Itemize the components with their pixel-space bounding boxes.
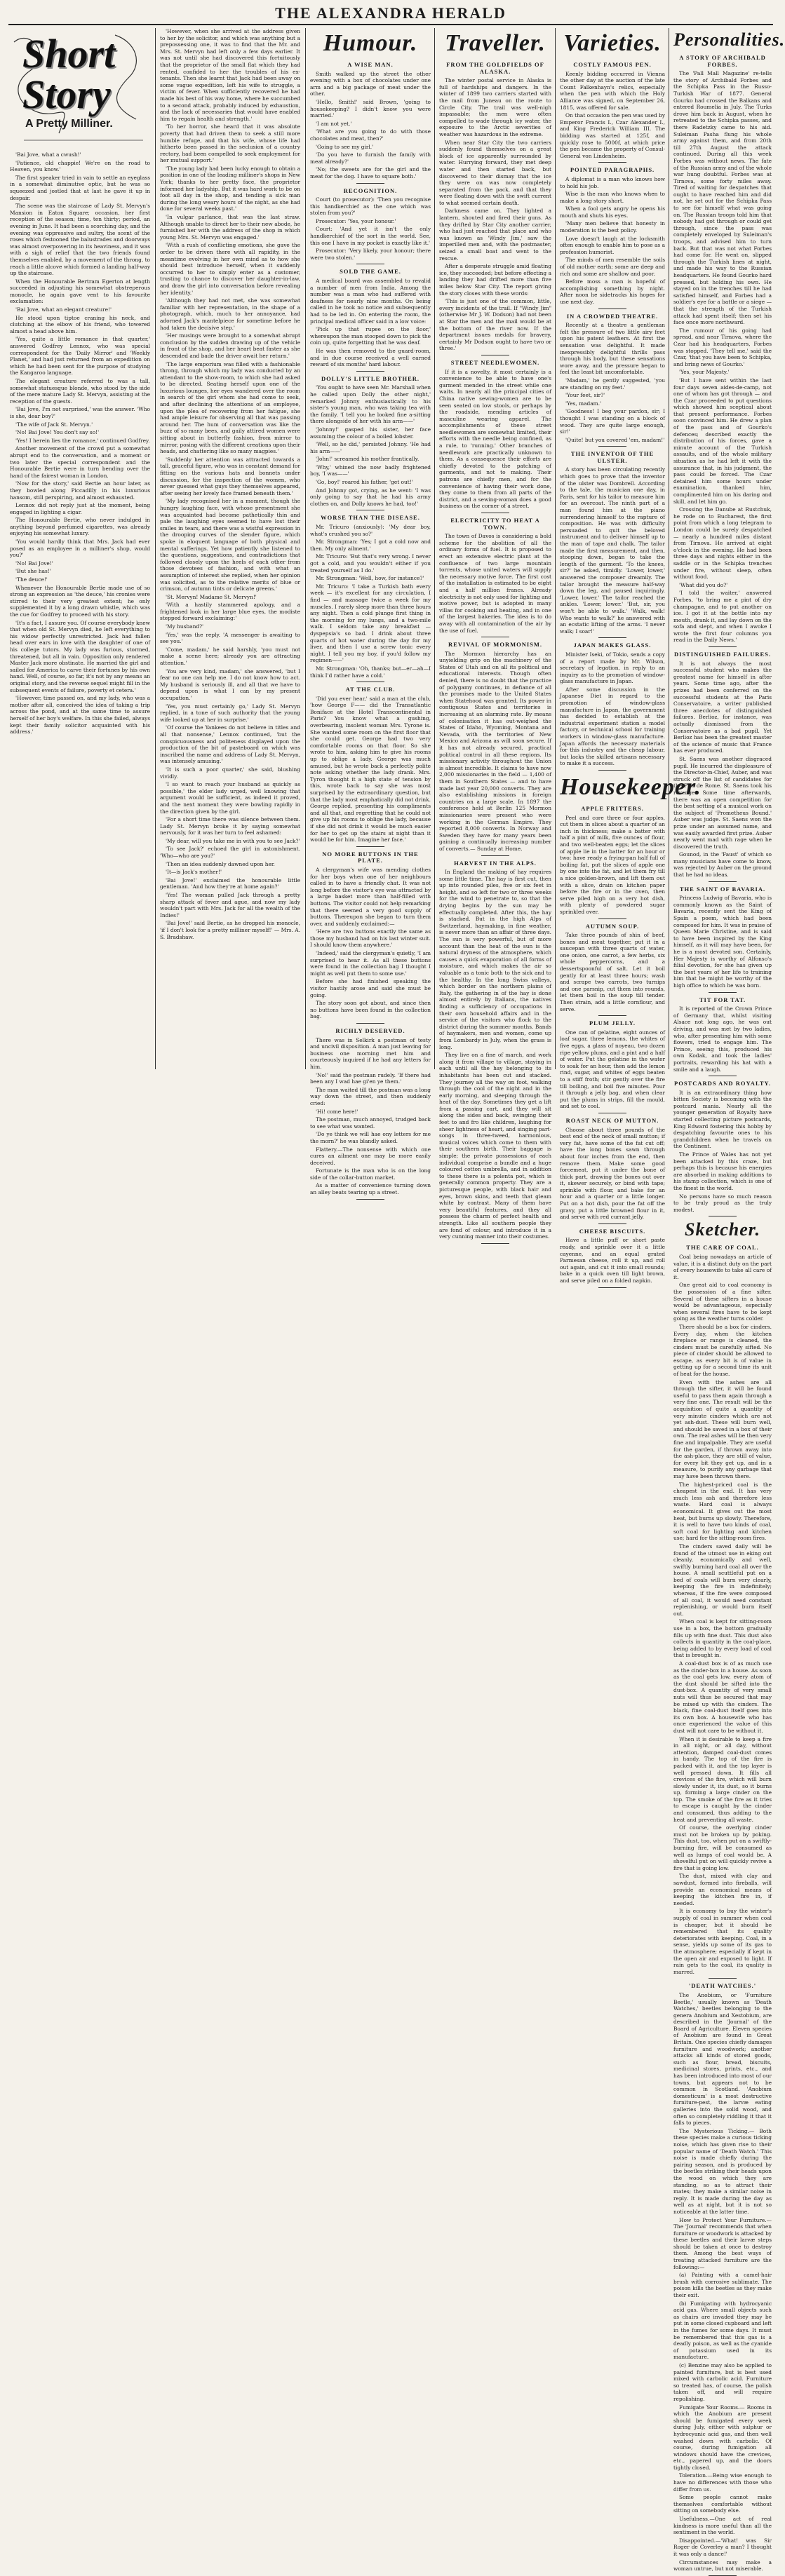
article-title: PLUM JELLY. — [589, 1019, 636, 1027]
paragraph: 'The deuce!' — [15, 576, 48, 583]
varieties-body — [560, 62, 665, 771]
paragraph: Have a little puff or short paste ready, and sprinkle over it a little cayenne, and an equal grated Parmesan cheese, roll it up, and roll out again, and cut it into small rounds; bake in a quick oven till light brown, and serve piled on a folded napkin. — [560, 1237, 665, 1284]
paragraph: If it is a novelty, it most certainly is a convenience to be able to have one's garment mended in the street while one waits. In nearly all the principal cities of China native sewing-women are to be seen seated on low stools, or perhaps by the roadside, mending articles of masculine wearing apparel. The accomplishments of these street needlewomen are somewhat limited, their efforts with the needle being confined, as a rule, to 'running.' Other branches of needlework are practically unknown to them. As a consequence their efforts are chiefly devoted to the patching of garments, and not to making. Their patrons are chiefly men, and for the convenience of having their work done, they come to them from all parts of the district, and a sewing-woman does a good business on the corner of a street. — [439, 368, 551, 510]
article-separator — [598, 1287, 626, 1288]
paragraph: 'John!' screamed his mother frantically. — [316, 456, 420, 463]
paragraph: When a fool gets angry he opens his mouth and shuts his eyes. — [560, 205, 665, 219]
paragraph: He stood upon tiptoe craning his neck, and clutching at the elbow of his friend, who towered almost a head above him. — [10, 314, 150, 334]
article-title: AT THE CLUB. — [345, 686, 396, 693]
article-separator — [598, 162, 626, 163]
paragraph: 'The large emporium was filled with a fashionable throng, through which my lady was conducted by an attendant to the show-room, to which she had asked to be directed. Seating herself upon one of the luxurious lounges, her eyes wandered over the room in search of the girl whom she had come to seek, and after declining the attentions of an employee, upon the plea of recovering from her fatigue, she had ample leisure for observing all that was passing around her. The hum of conversation was like the buzz of so many bees, and gaily attired women were sitting about in butterfly fashion, from mirror to mirror, posing with the different creations upon their heads, and chattering like so many magpies.' — [160, 360, 300, 455]
housekeeper-heading: Housekeeper. — [560, 774, 702, 800]
right-column — [673, 28, 785, 2572]
article-title: STREET NEEDLEWOMEN. — [450, 358, 540, 366]
paragraph: 'Bai Jove!' said Bertie, as he dropped his monocle, 'if I don't look for a pretty milliner myself!' — Mrs. A. S. Bradshaw. — [160, 920, 300, 940]
sketcher-body — [673, 1245, 772, 2575]
paragraph: 'My dear, will you take me in with you to see Jack?' — [166, 837, 300, 844]
paragraph: (a) Painting with a camel-hair brush with corrosive sublimate. The poison kills the beetles as they make their exit. — [673, 2272, 772, 2299]
paragraph: 'I so want to reach your husband as quickly as possible,' the elder lady urged, well knowing that argument would be sufficient, as indeed it proved, and the next moment they were bowling rapidly in the direction given by the girl. — [160, 781, 300, 815]
paragraph: 'Patience, old chappie! We're on the road to Heaven, you know.' — [10, 159, 150, 173]
paragraph: 'Madam,' he gently suggested, 'you are standing on my feet.' — [560, 377, 665, 391]
paragraph: The scene was the staircase of Lady St. Mervyn's Mansion in Eaton Square; occasion, her first reception of the season; time, ten thirty; period, an evening in June. It had been a scorching day, and the evening was oppressive and sultry, the scent of the roses which festooned the balustrades and doorways was almost overpowering in its heaviness, and it was with a sigh of relief that the two friends found themselves enabled, by a movement of the throng, to reach a little alcove which formed a landing half-way up the staircase. — [10, 203, 150, 277]
paragraph: One great aid to coal economy is the possession of a fine sifter. Several of these sifters in a house would be advantageous, especially when several fires have to be kept going as the weather turns colder. — [673, 1282, 772, 1322]
paragraph: Take three pounds of shin of beef, bones and meat together, put it in a saucepan with three quarts of water, one onion, one carrot, a few herbs, six whole peppercorns, and a dessertspoonful of salt. Let it boil gently for at least three hours; wash and scrape two carrots, two turnips and one parsnip, cut them into rounds, let them boil in the soup till tender. Then strain, add a little cornflour, and serve. — [560, 932, 665, 1012]
paragraph: There was in Selkirk a postman of testy and uncivil disposition. A man just leaving for business one morning met him and courteously inquired if he had any letters for him. — [310, 1036, 431, 1070]
article-separator — [709, 881, 737, 882]
paragraph: Recently at a theatre a gentleman felt the pressure of two little airy feet upon his patent leathers. At first the sensation was delightful. It made inexpressibly delightful thrills pass through his body, but these sensations wore away, and the pressure began to feel the least bit uncomfortable. — [560, 322, 665, 376]
paragraph: 'Do you have to furnish the family with meat already?' — [310, 151, 431, 165]
paragraph: The Mormon hierarchy has an unyielding grip on the machinery of the States of Utah and on all its political and educational interests. Though often denied, there is no doubt that the practice of polygamy continues, in defiance of all the promises made to the United States when Statehood was granted. Its power in contiguous States and territories is increasing at an alarming rate. By means of colonisation it has out-weighed the States of Idaho, Wyoming, Montana and Nevada, with the territories of New Mexico and Arizona as will soon secure. If it has not already secured, practical political control in all these regions. Its missionary activity throughout the Union is almost incredible. It claims to have now 2,000 missionaries in the field — 1,400 of them in Southern States — and to have made last year 20,000 converts. They are also establishing missions in foreign countries on a large scale. In 1897 the conference held at Berlin 125 Mormon missionaries were present who were working in the German Empire. They reported 8,000 converts. In Norway and Sweden they have for many years been gaining a continually increasing number of converts.— Sunday at Home. — [439, 650, 551, 852]
paragraph: Of course, the overlying cinder must not be broken up by poking. This dust, too, when put on a swiftly-burning fire, will be consumed as well as lumps of coal would be. A shovelful put on will quickly revive a fire that is going low. — [673, 1824, 772, 1871]
paragraph: Court (to prosecutor): 'Then you recognise this handkerchief as the one which was stolen from you?' — [310, 196, 431, 217]
story-column-continued — [160, 28, 300, 1069]
paragraph: Disappointed.—'What! was Sir Roger de Coverley a man? I thought it was only a dance!' — [673, 2537, 772, 2557]
paragraph: Mr. Strongman: 'Oh, thanks; but—er—ah—I think I'd rather have a cold.' — [310, 665, 431, 679]
article-title: A WISE MAN. — [347, 61, 394, 68]
personalities-heading: Personalities. — [673, 29, 785, 50]
paragraph: 'You are very kind, madam,' she answered, 'but I fear no one can help me. I do not know how to act. My husband is seriously ill, and all that we have to depend upon is what I can by my present occupation.' — [160, 667, 300, 701]
article-title: THE INVENTOR OF THE ULSTER. — [570, 450, 655, 464]
paragraph: Mr. Tricuro: 'But that's very wrong. I never got a cold, and you wouldn't either if you treated yourself as I do.' — [310, 553, 431, 574]
paragraph: 'Johnny!' gasped his sister, her face assuming the colour of a boiled lobster. — [310, 426, 431, 440]
paragraph: 'Pick up that rupee on the floor,' whereupon the man stooped down to pick the coin up, quite forgetting that he was deaf. — [310, 326, 431, 346]
paragraph: 'I am not yet.' — [316, 120, 352, 127]
masthead-rule — [8, 24, 773, 25]
paragraph: 'To her horror, she heard that it was absolute poverty that had driven them to seek a still more humble refuge, and that his wife, whose life had hitherto been passed in the seclusion of a country rectory, had been compelled to seek employment for her mutual support.' — [160, 123, 300, 164]
paragraph: Whenever the Honourable Bertie made use of so strong an expression as 'the deuce,' his cronies were stirred to their very greatest extent; he only supplemented it by a long drawn whistle, which was the cue for Godfrey to proceed with his story. — [10, 584, 150, 618]
paragraph: 'This is just one of the common, little, every incidents of the trail. If "Windy Jim" (otherwise Mr J. W. Dodson) had not been at Star the men and the mail would be at the bottom of the river now. If the department issues medals for bravery, certainly Mr Dodson ought to have two or three.' — [439, 298, 551, 352]
article-separator — [598, 637, 626, 638]
paragraph: 'However, when she arrived at the address given to her by the solicitor, and which was anything but a prepossessing one, it was to find that the Mr. and Mrs. St. Mervyn had left only a few days earlier. It was not until she had discovered this fortuitously that the proprietor of the small flat which they had rented, confided to her the troubles of his ex-tenants. Then she learnt that Jack had been away on some vague expedition, left his wife to struggle, a victim of fever. When sufficiently recovered he had made his best of his way home, where he succumbed to a second attack, probably induced by exhaustion, and the lack of necessaries that would have enabled him to regain health and strength.' — [160, 28, 300, 122]
paragraph: 'Suddenly her attention was attracted towards a tall, graceful figure, who was in constant demand for fitting on the various hats and bonnets under discussion, for the inspection of the women, who never guessed what guys they themselves appeared, after seeing her lovely face framed beneath them.' — [160, 456, 300, 496]
paragraph: Prosecutor: 'Yes, your honour.' — [316, 217, 396, 224]
paragraph: 'What did you do?' — [679, 581, 728, 588]
paragraph: When it is desirable to keep a fire in all night, or all day, without attention, damped coal-dust comes in handy. The top of the fire is packed with it, and the top layer is well pressed down. It fills all crevices of the fire, which will burn slowly under it, its dust, so it burns up, forming a large cinder on the top. The smoke of the fire as it tries to escape is caught by the cinder and consumed, thus adding to the heat and preventing all waste. — [673, 1735, 772, 1823]
article-separator — [598, 918, 626, 919]
traveller-column — [439, 28, 551, 1240]
article-separator — [356, 371, 384, 372]
paragraph: The postman, much annoyed, trudged back to see what was wanted. — [310, 1116, 431, 1130]
paragraph: Circumstances may make a woman untrue, but not miserable. — [673, 2558, 772, 2572]
paragraph: A diplomat is a man who knows how to hold his job. — [560, 175, 665, 189]
paragraph: 'The wife of Jack St. Mervyn.' — [15, 421, 93, 428]
paragraph: 'Did you ever hear,' said a man at the club, 'how George F—— did the Transatlantic Boniface at the Hotel Transcontinental in Paris? You know what a gushing, overbearing, insolent woman Mrs. Tyrone is. She wanted some room on the first floor that she could get. George had two very comfortable rooms on that floor. So she wrote to him, asking him to give his rooms up to oblige a lady. George was much amused, but he wrote back a perfectly polite note asking whether the lady drank. Mrs. Tyron thought it a high state of tension by this, wrote back to say she was most surprised by the extraordinary question, but that the lady most emphatically did not drink. George replied, presenting his compliments and all that, and regretting that he could not give up his rooms to oblige the lady, because if she did not drink it would be much easier for her to get up the stairs at night than it would be for him. Imagine her face.' — [310, 695, 431, 843]
paragraph: 'No; the sweets are for the girl and the meat for the dog. I have to square both.' — [310, 166, 431, 179]
paragraph: As a matter of convenience turning down an alley beats tearing up a street. — [310, 1182, 431, 1196]
paragraph: The Anobium, or 'Furniture Beetle,' usually known as 'Death Watches,' beetles belonging to the genera Anobium and Xestobium, are described in the 'Journal' of the Board of Agriculture. Eleven species of Anobium are found in Great Britain. One species chiefly damages furniture and woodwork; another attacks all kinds of stored goods, such as flour, bread, biscuits, medicinal stores, prints, etc., and has been introduced into most of our towns, but appears not to be common in Scotland. 'Anobium domesticum' is a most destructive furniture-pest, the larvæ eating galleries into the solid wood, and often so completely riddling it that it falls to pieces. — [673, 1991, 772, 2127]
paragraph: Coal being nowadays an article of value, it is a distinct duty on the part of every housewife to take all care of it. — [673, 1253, 772, 1280]
paragraph: 'But she has!' — [15, 568, 51, 575]
article-title: A STORY OF ARCHIBALD FORBES. — [679, 54, 766, 68]
paragraph: 'Yes, your Majesty.' — [679, 369, 730, 376]
paragraph: 'Bai Jove!' exclaimed the honourable little gentleman. 'And how they're at home again?' — [160, 876, 300, 890]
paragraph: 'Bai Jove, I'm not surprised,' was the answer. 'Who is she, dear boy?' — [10, 406, 150, 419]
paragraph: Court: 'And yet it isn't the only handkerchief of the sort in the world. See, this one I have in my pocket is exactly like it.' — [310, 226, 431, 246]
paragraph: 'I told the waiter,' answered Forbes, 'to bring me a pint of dry champagne, and to put another on ice. I got it at the bottle into my mouth, drank it, and lay down on the sofa and slept, and when I awoke I wrote the first four columns you read in the Daily News.' — [673, 590, 772, 644]
article-separator — [481, 855, 509, 856]
article-separator — [481, 1243, 509, 1244]
paragraph: 'Indeed,' said the clergyman's quietly, 'I am surprised to hear it. As all these buttons were found in the collection bag I thought I might as well put them to some use.' — [310, 950, 431, 977]
paragraph: There should be a box for cinders. Every day, when the kitchen fireplace or range is cleaned, the cinders must be carefully sifted. No piece of cinder should be allowed to escape, as every bit is of value in getting up for a second time its unit of heat for the house. — [673, 1323, 772, 1378]
personalities-body — [673, 55, 772, 1216]
paragraph: Keenly bidding occurred in Vienna the other day at the auction of the late Count Falkenhayn's relics, especially when the pen with which the Holy Alliance was signed, on September 26, 1815, was offered for sale. — [560, 70, 665, 111]
paragraph: 'Do ye think we will hae ony letters for me the morn?' he was blandly asked. — [310, 1131, 431, 1144]
paragraph: The cinders saved daily will be found of the utmost use in eking out cleanly, economically and well, swiftly burning hard coal all over the house. A small scuttleful put on a bed of coals will burn very clearly, keeping the fire in indefinitely; whereas, if the fire were composed of all coal, it would need constant replenishing, or would burn itself out. — [673, 1543, 772, 1617]
paragraph: Mr. Tricuro: 'I take a Turkish bath every week — it's excellent for any circulation, I find — and massage twice a week for my muscles. I rarely sleep more than three hours any night. Then a cold plunge first thing in the morning for my lungs, and a two-mile walk. I seldom take any breakfast — dyspepsia's so bad. I drink about three quarts of hot water during the day for my liver, and then I use a screw tonic every night. I tell you my boy, if you'd follow my regimen——' — [310, 583, 431, 664]
paragraph: 'You ought to have seen Mr. Marshall when he called upon Dolly the other night,' remarked Johnny enthusiastically to his sister's young man, who was taking tea with the family. 'I tell you he looked fine a-sitting there alongside of her with his arm——' — [310, 384, 431, 425]
column-divider — [434, 28, 435, 1069]
paragraph: 'Here are two buttons exactly the same as those my husband had on his last winter suit. I should know them anywhere.' — [310, 928, 431, 949]
paragraph: He was then removed to the guard-room, and in due course received a well earned reward of six months' hard labour. — [310, 347, 431, 368]
paragraph: Before she had finished speaking the visitor hastily arose and said she must be going. — [310, 978, 431, 998]
paragraph: One can of gelatine, eight ounces of loaf sugar, three lemons, the whites of five eggs, a glass of noyeau, two dozen ripe yellow plums, and a pint and a half of water. Put the gelatine in the water to soak for an hour, then add the lemon rind, sugar, and whites of eggs beaten to a stiff froth; stir gently over the fire till boiling, and boil five minutes. Pour it through a jelly bag, and when clear put the plums in strips, fill the mould, and set to cool. — [560, 1029, 665, 1110]
paragraph: 'What are you going to do with those chocolates and meat, then?' — [310, 128, 431, 142]
paragraph: 'With a rush of conflicting emotions, she gave the order to be driven there with all rapidity, in the meantime evolving in her own mind as to how she should best introduce herself, when it suddenly occurred to her to simply enter as a customer, trusting to chance to discover her daughter-in-law, and draw the girl into conversation before revealing her identity.' — [160, 242, 300, 296]
paragraph: In England the making of hay requires some little time. The hay is first cut, then up into rounded piles, five or six feet in height, and so left for two or three weeks for the wind to penetrate to, so that the drying begins by the sun may be effectually completed. After this, the hay is stacked. But in the high Alps of Switzerland, haymaking, in fine weather, is never more than an affair of three days. The sun is very powerful, but of more account than the heat of the sun is the natural dryness of the atmosphere, which causes a quick evaporation of all forms of moisture, and which makes the air so valuable as a tonic both to the sick and to the healthy. In the long Swiss valleys, which border on the northern plains of Italy, the gathering in of the hay is done almost entirely by Italians, the natives finding a sufficiency of occupations in their own household affairs and in the service of the visitors who flock to the district during the summer months. Bands of haymakers, men and women, come up from Lombardy in July, when the grass is long. — [439, 869, 551, 1050]
paragraph: Mr. Strongman: 'Well, how, for instance?' — [316, 575, 424, 582]
paragraph: No persons have so much reason to be truly proud as the truly modest. — [673, 1193, 772, 1213]
paragraph: Fumigate Your Rooms.— Rooms in which the Anobium are present should be fumigated every week during July, either with sulphur or hydrocyanic acid gas, and then well washed down with carbolic. Of course, during fumigation all windows should have the crevices, etc., papered up, and the doors tightly closed. — [673, 2404, 772, 2471]
article-title: RECOGNITION. — [343, 187, 398, 194]
article-separator — [709, 992, 737, 993]
column-divider — [555, 28, 556, 1069]
story-column — [10, 28, 150, 1069]
article-separator — [598, 770, 626, 771]
paragraph: 'St. Mervyn! Madame St. Mervyn!' — [166, 593, 257, 600]
paragraph: 'Goodness! I beg your pardon, sir; I thought I was standing on a block of wood. They are quite large enough, sir!' — [560, 408, 665, 435]
paragraph: 'It is such a poor quarter,' she said, blushing vividly. — [160, 766, 300, 780]
paragraph: 'No! Bai Jove! You don't say so!' — [15, 429, 100, 436]
traveller-heading: Traveller. — [445, 30, 546, 56]
article-title: JAPAN MAKES GLASS. — [573, 642, 652, 649]
paragraph: 'The young lady had been lucky enough to obtain a position in one of the leading milliner's shops in New York; thanks to her pretty face, the proprietor informed her ladyship. But it was hard work to be on foot all day in the shop, and tending a sick man during the long weary hours of the night, as she had done for several weeks past.' — [160, 165, 300, 212]
paragraph: 'Of course the Yankees do not believe in titles and all that nonsense,' Lennox continued, 'but the conspicuousness and politeness displayed upon the production of the bit of pasteboard on which was inscribed the name and address of Lady St. Mervyn, was intensely amusing.' — [160, 724, 300, 765]
paragraph: Usefulness.—One act of real kindness is more useful than all the sentiment in the world. — [673, 2516, 772, 2536]
paragraph: Some people cannot make themselves comfortable without sitting on somebody else. — [673, 2494, 772, 2514]
article-title: NO MORE BUTTONS IN THE PLATE. — [322, 850, 419, 865]
varieties-heading: Varieties. — [563, 30, 662, 56]
humour-heading: Humour. — [323, 30, 418, 56]
paragraph: When the Honourable Bertram Egerton at length succeeded in adjusting his somewhat obstreperous monocle, he again gave vent to his favourite exclamation: — [10, 278, 150, 305]
paragraph: After a desperate struggle amid floating ice, they succeeded; but before effecting a landing they had drifted more than five miles below Star City. The report giving the story closes with these words: — [439, 263, 551, 297]
paragraph: It is reported of the Crown Prince of Germany that, whilst visiting Alsace not long ago, he was out driving, and was met by two ladies, who, after presenting him with some flowers, tried to engage him. The Prince, seeing this, produced his own Kodak, and took the ladies' portraits, rewarding his hat with a smile and a laugh. — [673, 1005, 772, 1073]
varieties-column — [560, 28, 702, 1284]
article-separator — [598, 446, 626, 447]
paragraph: 'In vulgar parlance, that was the last straw. Although unable to direct her to their new abode, he furnished her with the address of the shop in which young Mrs. St. Mervyn was engaged.' — [160, 214, 300, 240]
paragraph: 'Quite! but you covered 'em, madam!' — [565, 436, 665, 443]
paragraph: The minds of men resemble the soils of old mother earth; some are deep and rich and some are shallow and poor. — [560, 257, 665, 277]
paragraph: 'Now for the story,' said Bertie an hour later, as they bowled along Piccadilly in his luxurious hansom, still perspiring, and almost exhausted. — [10, 480, 150, 501]
article-title: ROAST NECK OF MUTTON. — [565, 1116, 659, 1124]
paragraph: Toleration.—Being wise enough to have no differences with those who differ from us. — [673, 2472, 772, 2493]
humour-body — [310, 62, 431, 1200]
paragraph: 'It—is Jack's mother!' — [166, 869, 222, 876]
paragraph: Peel and core three or four apples, cut them in slices about a quarter of an inch in thickness; make a batter with half a pint of milk, five ounces of flour, and two well-beaten eggs; let the slices of apple lie in the batter for an hour or two; have ready a frying-pan half full of boiling fat, put the slices of apple one by one into the fat, and let them fry till a nice golden-brown, and lift them out with a slice, drain on kitchen paper before the fire or in the oven, then serve piled high on a very hot dish, with plenty of powdered sugar sprinkled over. — [560, 814, 665, 915]
sketcher-heading: Sketcher. — [685, 1219, 760, 1240]
paragraph: Darkness came on. They lighted a lantern, shouted and fired their guns. As they drifted by Star City another carrier, who had just reached that place and who was known as 'Windy Jim,' saw the imperilled men and, with the postmaster, seized a small boat and went to the rescue. — [439, 208, 551, 262]
article-title: DISTINGUISHED FAILURES. — [673, 651, 772, 658]
paragraph: Mr. Strongman: 'Yes; I got a cold now and then. My only ailment.' — [310, 538, 431, 552]
paragraph: Another movement of the crowd put a somewhat abrupt end to the conversation, and a moment or two later the special correspondent and the Honourable Bertie were in turn bending over the hand of the fairest woman in London. — [10, 445, 150, 479]
paragraph: 'It's a fact, I assure you. Of course everybody knew that when old St. Mervyn died, he left everything to his widow perfectly unrestricted. Jack had fallen head over ears in love with the daughter of one of his college tutors. My lady was furious, stormed, threatened, but all in vain. Opposition only rendered Master Jack more obstinate. He married the girl and sailed for America to carve their fortunes by his own hand. Well, of course, so far, it's not by any means an original story, and the reverse sequel might fill in the subsequent events of failure, poverty et cetera.' — [10, 619, 150, 693]
paragraph: (b) Fumigating with hydrocyanic acid gas. Where small objects such as chairs are invaded they may be put in some closed cupboard and left in the fumes for some days. It must be remembered that this gas is a deadly poison, as well as the cyanide of potassium used in its manufacture. — [673, 2300, 772, 2361]
paragraph: 'Many men believe that honesty in moderation is the best policy. — [560, 220, 665, 234]
paragraph: 'No!' said the postman rudely. 'If there had been any I wad hae gi'en ye them.' — [310, 1071, 431, 1085]
article-title: THE CARE OF COAL. — [686, 1244, 759, 1252]
paragraph: 'Yes, you must certainly go,' Lady St. Mervyn replied, in a tone of such authority that the young wife looked up at her in surprise.' — [160, 703, 300, 723]
article-title: FROM THE GOLDFIELDS OF ALASKA. — [446, 61, 544, 75]
article-separator — [709, 646, 737, 647]
paragraph: It is an extraordinary thing how bitten Society is becoming with the postcard mania. Nearly all the younger generation of Royalty have started collecting picture postcards, King Edward fostering this hobby by despatching favourite ones to his grandchildren when he travels on the Continent. — [673, 1089, 772, 1150]
story-subtitle: A Pretty Milliner. — [25, 118, 113, 130]
paragraph: The Mysterious Ticking.— Both these species make a curious ticking noise, which has given rise to their popular name of 'Death Watch.' This noise is made chiefly during the pairing season, and is produced by the beetles striking their heads upon the wood on which they are standing, so as to attract their mates; they make a similar noise in reply. It is made during the day as well as at night, but it is not so noticeable at the latter time. — [673, 2127, 772, 2215]
article-separator — [709, 1978, 737, 1979]
paragraph: 'Hello, Smith!' said Brown, 'going to housekeeping? I didn't know you were married.' — [310, 98, 431, 119]
paragraph: 'For a short time there was silence between them. Lady St. Mervyn broke it by saying somewhat nervously, for it was her turn to feel ashamed: — [160, 816, 300, 836]
article-separator — [356, 846, 384, 847]
story-title: Short Story — [22, 31, 116, 117]
article-title: 'DEATH WATCHES.' — [688, 1982, 757, 1990]
paragraph: Even with the ashes are all through the sifter, it will be found useful to pass them again through a very fine one. The result will be the acquisition of quite a quantity of very minute cinders which are not yet ash-dust. These will burn well, and should be saved in a box of their own. The real ashes will be then very fine and impalpable. They are useful for the garden, if thrown away into the ash-place, they are still of value, for every bit they get up, and in a measure, to purify any garbage that may have been thrown there. — [673, 1378, 772, 1479]
paragraph: Minister Iseki, of Tokio, sends a copy of a report made by Mr. Wilson, secretary of legation, in reply to an inquiry as to the promotion of window-glass manufacture in Japan. — [560, 651, 665, 685]
paragraph: A medical board was assembled to revalid a number of men from India. Among the number was a man who had suffered with deafness for nearly nine months. On being called in he took no notice and subsequently had to be led in. On entering the room, the principal medical officer said in a low voice: — [310, 278, 431, 325]
paragraph: It is not always the most successful student who makes the greatest name for himself in after years. Some time ago, after the prizes had been conferred on the successful students at the Paris Conservatoire, a writer published three anecdotes of distinguished failures. Berlioz, for instance, was actually dismissed from the Conservatoire as a bad pupil. Yet Berlioz has been the greatest master of the science of music that France has ever produced. — [673, 660, 772, 754]
article-title: DOLLY'S LITTLE BROTHER. — [321, 374, 420, 382]
paragraph: 'Come, madam,' he said harshly, 'you must not make a scene here; already you are attracting attention.' — [160, 646, 300, 667]
paragraph: 'Although they had not met, she was somewhat familiar with her representation, in the shape of a photograph, which, much to her annoyance, had adorned Jack's mantelpiece for sometime before he had taken the decisive step.' — [160, 297, 300, 331]
article-separator — [598, 1015, 626, 1016]
article-title: SOLD THE GAME. — [340, 268, 401, 276]
paragraph: The winter postal service in Alaska is full of hardships and dangers. In the winter of 1899 two carriers started with the mail from Juneau on the route to Circle City. The trail was well-nigh impassable; the men were often compelled to wade through icy water, the exposure to the Arctic severities of weather was hazardous in the extreme. — [439, 77, 551, 137]
story-title-block — [10, 28, 150, 147]
paragraph: 'Yes, quite a little romance in that quarter,' answered Godfrey Lennox, who was special correspondent for the 'Daily Mirror' and 'Weekly Planet,' and had just returned from an expedition on which he had been sent for the purpose of studying the Kangaroo language. — [10, 336, 150, 377]
article-separator — [356, 1199, 384, 1200]
column-divider — [155, 28, 156, 1069]
paragraph: After some discussion in the Japanese Diet in regard to the promotion of window-glass manufacture in Japan, the government has decided to establish at the industrial experiment station a model factory, or technical school for training workers in window-glass manufacture. Japan affords the necessary materials for this industry and the cheap labour, but lacks the skilled artisans necessary to make it a success. — [560, 686, 665, 767]
paragraph: 'Bai Jove, what a cwush!' — [15, 151, 81, 158]
article-title: POSTCARDS AND ROYALTY. — [674, 1080, 771, 1087]
story-body — [10, 151, 150, 735]
humour-column — [310, 28, 431, 1196]
paragraph: 'But I have sent within the last four days seven aides-de-camp, not one of whom has got through — and the Czar proceeded to put questions which showed him sceptical about that present performance. Forbes soon convinced him. He drew a plan of the pass and of Gourko's defences; described exactly the distribution of his forces, gave a minute account of the Turkish assaults, and of the whole military situation as he had left it with the assurance that, in his judgment, the pass could be forced. The Czar detained him some hours under examination, thanked him, complimented him on his daring and skill, and let him go. — [673, 377, 772, 505]
paragraph: Fortunate is the man who is on the long side of the collar-button market. — [310, 1167, 431, 1181]
article-title: HARVEST IN THE ALPS. — [454, 859, 537, 867]
article-title: WORSE THAN THE DISEASE. — [321, 514, 420, 522]
paragraph: It is economy to buy the winter's supply of coal in summer when coal is cheaper, but it should be remembered that its quality deteriorates with keeping. Coal, in a sense, yields up some of its gas to the atmosphere; especially if kept in the open air and exposed to light. If rain gets to the coal, its quality is marred. — [673, 1908, 772, 1975]
paragraph: 'However, time passed on, and my lady, who was a mother after all, conceived the idea of taking a trip across the pond, and at the same time to assure herself of her boy's welfare. In this she failed, always kept their family solicitor acquainted with his address.' — [10, 695, 150, 735]
paragraph: 'Yes,' was the reply. 'A messenger is awaiting to see you.' — [160, 631, 300, 645]
article-title: COSTLY FAMOUS PEN. — [573, 61, 652, 68]
paragraph: Mr. Tricuro (anxiously): 'My dear boy, what's crushed you so?' — [310, 524, 431, 537]
paragraph: Flattery.—The nonsense with which one cures an ailment one may be more easily deceived. — [310, 1146, 431, 1166]
paragraph: 'No! Bai Jove!' — [15, 560, 53, 567]
article-title: RICHLY DESERVED. — [335, 1027, 405, 1034]
paragraph: 'You would hardly think that Mrs. Jack had ever posed as an employee in a milliner's shop, would you?' — [10, 538, 150, 559]
paragraph: 'Then an idea suddenly dawned upon her. — [166, 860, 275, 867]
paragraph: A clergyman's wife was mending clothes for her boys when one of her neighbours called in to have a friendly chat. It was not long before the visitor's eye was attracted by a large basket more than half-filled with buttons. The visitor could not help remarking that there seemed a very good supply of buttons. Thereupon she began to turn them over, and suddenly exclaimed:— — [310, 866, 431, 927]
paragraph: On that occasion the pen was used by Emperor Francis I., Czar Alexander I., and King Frederick William III. The bidding was started at 125f, and quickly rose to 5000f, at which price the pen became the property of Consul-General von Lindenheim. — [560, 112, 665, 159]
paragraph: 'Going to see my girl.' — [316, 143, 374, 150]
paragraph: St. Saens was another disgraced pupil. He incurred the displeasure of the Director-in-Chief, Auber, and was struck off the list of candidates for the Prix de Rome. St. Saens took his revenge. Some time afterwards, there was an open competition for the best setting of a musical work on the subject of 'Prometheus Bound.' Auber was judge. St. Saens won the prize under an assumed name, and was easily awarded first prize. Auber nearly went mad with rage when he discovered the truth. — [673, 755, 772, 850]
paragraph: 'Why,' whined the now badly frightened boy, 'I was——' — [310, 463, 431, 477]
paragraph: Wise is the man who knows when to make a long story short. — [560, 191, 665, 204]
paragraph: 'To see Jack?' echoed the girl in astonishment. 'Who—who are you?' — [160, 846, 300, 860]
paragraph: Princess Ludwig of Bavaria, who is commonly known as the Saint of Bavaria, recently sent the King of Spain a poem, which had been composed for him. It was in praise of Queen Marie Christine, and is said to have been inspired by the King himself, as it will may have been, for he is a most devoted son. Certainly, Her Majesty is worthy of Alfonso's filial devotion, for she has given up the best years of her life to training him that he might be worthy of the high office to which he was born. — [673, 895, 772, 989]
paragraph: Smith walked up the street the other evening with a box of chocolates under one arm and a big package of meat under the other. — [310, 70, 431, 97]
paragraph: 'Yes, madam.' — [565, 400, 602, 407]
traveller-body — [439, 62, 551, 1244]
paragraph: The Prince of Wales has not yet been attacked by this craze, but perhaps this is because his energies are absorbed in making additions to his stamp collection, which is one of the finest in the world. — [673, 1151, 772, 1191]
paragraph: When coal is kept for sitting-room use in a box, the bottom gradually fills up with fine dust. This dust also collects in quantity in the coal-place, being added to by every load of coal that is brought in. — [673, 1618, 772, 1659]
paragraph: Gounod, in the 'Faust' of which so many musicians have come to know, was rejected by Auber on the ground that he had no ideas. — [673, 851, 772, 879]
paragraph: 'Well, so he did,' persisted Johnny. 'He had his arm——' — [310, 441, 431, 454]
article-title: AUTUMN SOUP. — [585, 922, 640, 930]
paragraph: A coal-dust box is of as much use as the cinder-box in a house. As soon as the coal gets low, every atom of the dust should be sifted into the dust-box. A quantity of very small nuts will thus be secured that may be mixed up with the cinders. The black, fine coal-dust itself goes into its own box. A housewife who has once experienced the value of this dust will not care to be without it. — [673, 1660, 772, 1734]
paragraph: 'Yes! I herein lies the romance,' continued Godfrey. — [15, 437, 150, 444]
paragraph: The man waited till the postman was a long way down the street, and then suddenly cried: — [310, 1086, 431, 1106]
article-title: APPLE FRITTERS. — [581, 805, 644, 812]
paragraph: The elegant creature referred to was a tall, somewhat statuesque blonde, who stood by the side of the mere mature Lady St. Mervyn, assisting at the reception of the guests. — [10, 378, 150, 405]
paragraph: Before moss a man is hopeful of accomplishing something by night. After noon he sidetracks his hopes for use next day. — [560, 278, 665, 305]
paragraph: Crossing the Danube at Rustchuk, he rode on to Bucharest, the first point from which a long telegram to London could be surely despatched — nearly a hundred miles distant from Tirnova. He arrived at eight o'clock in the evening. He had been three days and nights either in the saddle or in the Schipka trenches under fire, without sleep, often without food. — [673, 506, 772, 581]
paragraph: Lennox did not reply just at the moment, being engaged in lighting a cigar. — [10, 502, 150, 515]
paragraph: They live on a fine of march, and work along it from village to village, staying in each until all the hay belonging to its inhabitants has been cut and stacked. They journey all the way on foot, walking through the cool of the night and in the early morning, and sleeping through the heat of the day. Sometimes they get a lift from a passing cart, and they will sit along the sides and back, swinging their feet to and fro like children, laughing for sheer lightness of heart, and singing part-songs in three-tweed, harmonious, musical voices which come to them with their southern birth. Their baggage is simple; the private possessions of each individual comprise a bundle and a huge coloured cotton umbrella, and in addition to these there is a polenta pot, which is generally common property. They are a picturesque people, with black hair and eyes, brown skins, and teeth that gleam white by contrast. Many of them have very beautiful features, and they all possess the charm of perfect health and strength. Like all southern people they are fond of colour, and introduce it in a very cunning manner into their costumes. — [439, 1052, 551, 1240]
masthead: THE ALEXANDRA HERALD — [275, 4, 506, 22]
paragraph: 'With a hastily stammered apology, and a frightened look in her large blue eyes, the modiste stepped forward exclaiming:' — [160, 602, 300, 622]
paragraph: Choose about three pounds of the best end of the neck of small mutton; if very fat, have some of the fat cut off; have the long bones sawn through about four inches from the end, then remove them. Make some good forcemeat, put it under the bone of thick part, drawing the bones out over it, skewer securely, or bind with tape; sprinkle with flour, and bake for an hour and a quarter or a little longer. Put on a hot dish, pour the fat off the gravy, put a little browned flour in it, and serve with red currant jelly. — [560, 1126, 665, 1221]
paragraph: 'Yes! The woman pulled Jack through a pretty sharp attack of fever and ague, and now my lady wouldn't part with Mrs. Jack for all the wealth of the Indies!' — [160, 892, 300, 918]
paragraph: The town of Davos is considering a bold scheme for the abolition of all the ordinary forms of fuel. It is proposed to erect an extensive electric plant at the confluence of two large mountain torrents, whose united waters will supply the necessary motive force. The first cost of the installation is estimated to be eight and a half million francs. Already electricity is not only used for lighting and motive power, but is adopted in many villas for cooking and heating, and in one of the largest bakeries. The idea is to do away with all contamination of the air by the use of fuel. — [439, 533, 551, 634]
paragraph: Love doesn't laugh at the locksmith often enough to enable him to pose as a profession humorist. — [560, 235, 665, 255]
article-separator — [598, 1223, 626, 1224]
housekeeper-body — [560, 806, 665, 1288]
paragraph: How to Protect Your Furniture.— The 'Journal' recommends that when furniture or woodwork is attacked by these beetles and their larvæ steps should be taken at once to destroy them. Among the best ways of treating attacked furniture are the following:— — [673, 2216, 772, 2270]
paragraph: When near Star City the two carriers suddenly found themselves on a great block of ice apparently surrounded by water. Hurrying forward, they met deep water and then started back, but discovered to their dismay that the ice they were on was now completely separated from the pack, and that they were floating down with the swift current to what seemed certain death. — [439, 139, 551, 206]
article-title: CHEESE BISCUITS. — [579, 1227, 646, 1235]
article-title: POINTED PARAGRAPHS. — [570, 166, 655, 174]
paragraph: A story has been circulating recently which goes to prove that the inventor of the ulster was Dombrell. According to the tale, the musician one day, in Paris, sent for his tailor to measure him for an overcoat. The ninth part of a man found him at the piano surrendering himself to the rapture of composition. He was with difficulty persuaded to quit the beloved instrument and to deliver himself up to the man of tape and chalk. The tailor made the first measurement, and then, stooping down, began to take the length of the garment. 'To the knees, sir?' he asked, timidly. 'Lower, lower,' answered the composer dreamily. The tailor brought the measure half-way down the leg, and paused inquiringly. 'Lower, lower.' The tailor reached the ankles. 'Lower, lower.' 'But, sir, you won't be able to walk.' 'Walk, walk! Who wants to walk?' he answered with an ecstatic lifting of the arms. 'I never walk; I soar!' — [560, 466, 665, 635]
article-title: TIT FOR TAT. — [699, 996, 746, 1003]
paragraph: The rumour of his going had spread, and near Tirnova, where the Czar had his headquarters, Forbes was stopped. 'They tell me,' said the Czar, 'that you have been to Schipka, and bring news of Gourko.' — [673, 327, 772, 367]
paragraph: The first speaker tried in vain to settle an eyeglass in a somewhat diminutive optic, but he was so squeezed and jostled that at last he gave it up in despair. — [10, 174, 150, 201]
paragraph: 'Bai Jove, what an elegant creature!' — [15, 306, 112, 313]
paragraph: 'My husband?' — [166, 623, 204, 630]
paragraph: And Johnny got, crying, as he went: 'I was only going to say that he had his army clothes on, and Dolly knows he had, too!' — [310, 487, 431, 507]
paragraph: 'Go, boy!' roared his father, 'get out!' — [316, 479, 413, 486]
paragraph: The story soon got about, and since then no buttons have been found in the collection bag. — [310, 1000, 431, 1020]
column-divider — [305, 28, 306, 1069]
paragraph: The highest-priced coal is the cheapest in the end. It has very much less ash and therefore less waste. Hard coal is always economical. It gives out the most heat, but burns up slowly. Therefore, it is well to have two kinds of coal, soft coal for lighting and kitchen use; hard for the sitting-room fires. — [673, 1481, 772, 1542]
article-title: IN A CROWDED THEATRE. — [566, 312, 659, 320]
paragraph: The dust, mixed with clay and sawdust, formed into fireballs, will provide an economical means of keeping the kitchen fire in, if needed. — [673, 1873, 772, 1906]
paragraph: 'Hi! come here!' — [316, 1108, 358, 1115]
paragraph: (c) Benzine may also be applied to painted furniture, but is best used mixed with carbolic acid. Furniture so treated has, of course, the polish taken off, and will require repolishing. — [673, 2361, 772, 2402]
paragraph: 'Her musings were brought to a somewhat abrupt conclusion by the sudden drawing up of the vehicle in front of the shop, and her heart beat faster as she descended and bade the driver await her return.' — [160, 332, 300, 359]
paragraph: 'My lady recognised her in a moment, though the hungry laughing face, with whose presentment she was acquainted had become pathetically thin and pale the laughing eyes seemed to have lost their smiles in tears, and there was a wistful expression in the drooping curves of the slender figure, which spoke in eloquent language of both physical and mental sufferings. Yet how patiently she listened to the questions, suggestions, and contradictions that followed closely upon the heels of each other from those devotees of fashion, and with what an assumption of interest she replied, when her opinion was solicited, as to the relative merits of blue or crimson, of autumn tints or delicate greens.' — [160, 498, 300, 592]
article-separator — [356, 183, 384, 184]
article-title: REVIVAL OF MORMONISM. — [448, 641, 543, 649]
paragraph: The 'Pall Mall Magazine' re-tells the story of Archibald Forbes and the Schipka Pass in the Russo-Turkish War of 1877. General Gourko had crossed the Balkans and entered Roumelia in July. The Turks drove him back in August, when he retreated to the Schipka passes, and there Radetzky came to his aid. Suleiman Pasha flung his whole army against them, and from 20th till 27th August the attack continued. During all this week Forbes was without news. The fate of the Russian army and of the whole war hung doubtful. Forbes was at Tirnova, some forty miles away. Tired of waiting for despatches that ought to have reached him and did not, he set out for the Schipka Pass to see for himself what was going on. The Russian troops told him that nobody had got through or could get through, since the pass was completely enveloped by Suleiman's troops, and advised him to turn back. But that was not what Forbes had come for. He went on, slipped through the Turkish lines at night, and made his way to the Russian headquarters. He found Gourko hard pressed, but holding his own. He stayed on in the trenches till he had satisfied himself, and Forbes had a soldier's eye for a battle or a siege — that the strength of the Turkish attack had spent itself; then set his face once more northward. — [673, 70, 772, 326]
paragraph: 'Your feet, sir?' — [565, 392, 605, 399]
paragraph: The Honourable Bertie, who never indulged in anything beyond perfumed cigarettes, was already enjoying his somewhat luxury. — [10, 517, 150, 537]
article-separator — [356, 1023, 384, 1024]
article-title: ELECTRICITY TO HEAT A TOWN. — [450, 517, 540, 531]
article-title: THE SAINT OF BAVARIA. — [679, 885, 766, 893]
paragraph: Prosecutor: 'Very likely, your honour; there were two stolen.' — [310, 248, 431, 261]
